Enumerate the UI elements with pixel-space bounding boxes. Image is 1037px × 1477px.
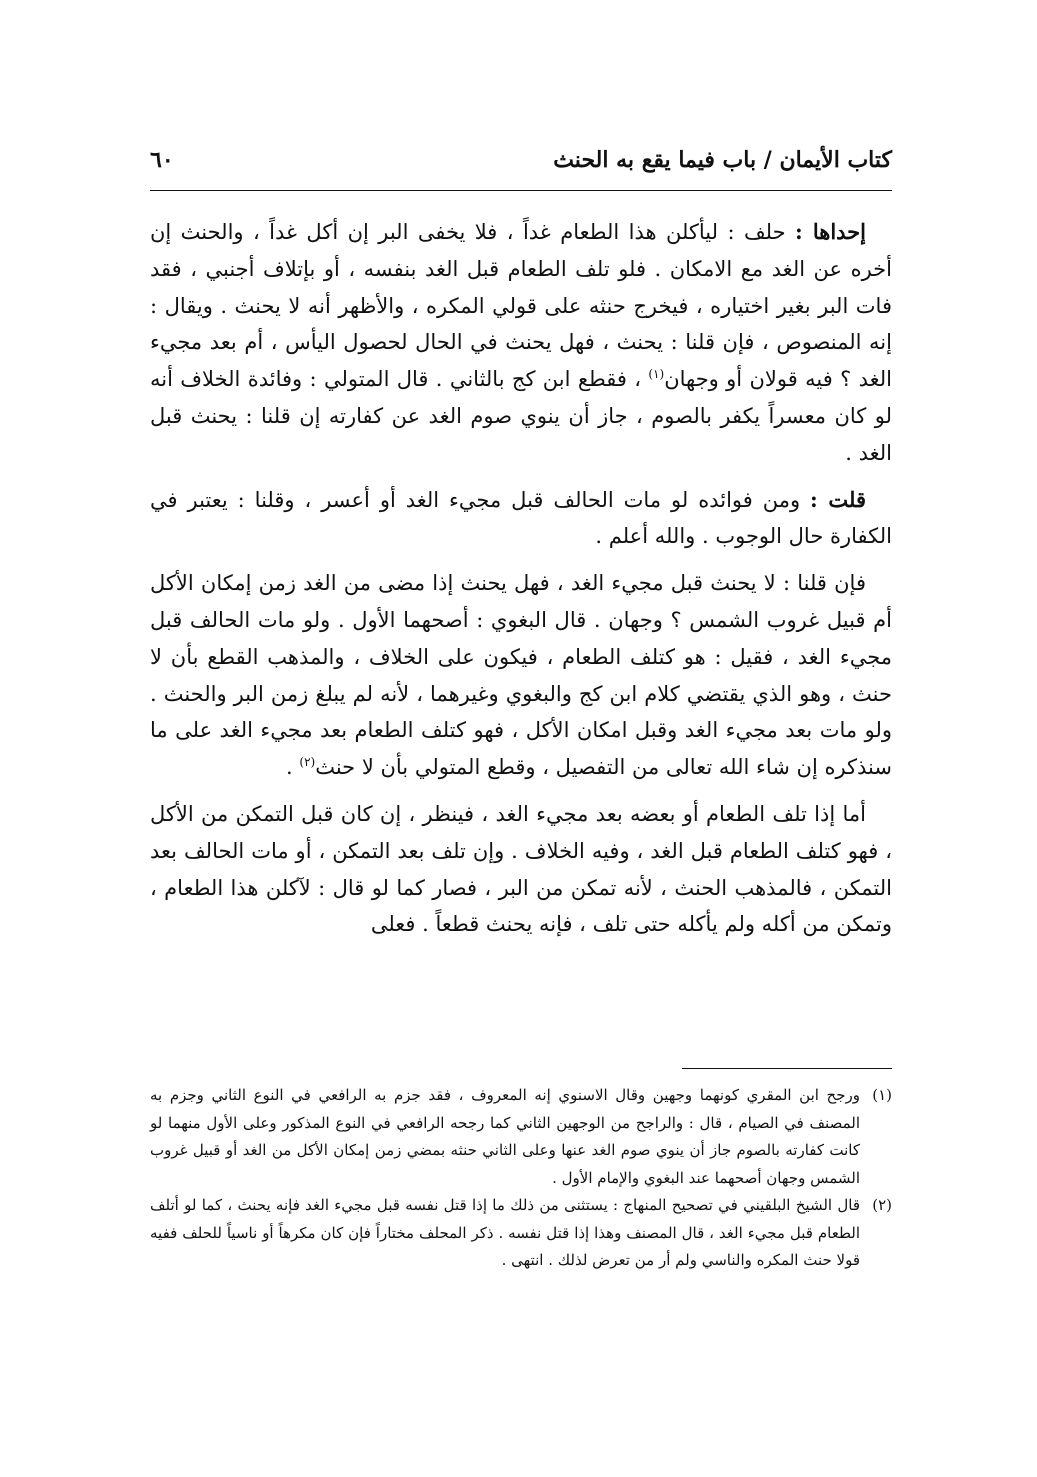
chapter-title: كتاب الأيمان / باب فيما يقع به الحنث: [553, 147, 892, 173]
paragraph-text: حلف : ليأكلن هذا الطعام غداً ، فلا يخفى البر إن أكل غداً ، والحنث إن أخره عن الغد مع الامكان . فلو تلف الطعام قبل الغد بنفسه ، أو بإتلاف أجنبي ، فقد فات البر بغير اختياره ، فيخرج حنثه على قولي المكره ، والأظهر أنه لا يحنث . ويقال : إنه المنصوص ، فإن قلنا : يحنث ، فهل يحنث في الحال لحصول اليأس ، أم بعد مجيء الغد ؟ فيه قولان أو وجهان: [150, 220, 892, 392]
footnote-number: (٢): [872, 1196, 892, 1214]
footnote-2: [150, 1192, 892, 1275]
footnote-text: قال الشيخ البلقيني في تصحيح المنهاج : يستثنى من ذلك ما إذا قتل نفسه قبل مجيء الغد فإنه يحنث ، كما لو أتلف الطعام قبل مجيء الغد ، قال المصنف وهذا إذا قتل نفسه . ذكر المحلف مختاراً فإن كان مكرهاً أو ناسياً للحلف ففيه قولا حنث المكره والناسي ولم أر من تعرض لذلك . انتهى .: [150, 1196, 860, 1269]
book-page: [150, 130, 892, 1370]
running-header: [150, 130, 892, 191]
footnote-number: (١): [872, 1086, 892, 1104]
footnote-text: ورجح ابن المقري كونهما وجهين وقال الاسنوي إنه المعروف ، فقد جزم به الرافعي في النوع الثاني وجزم به المصنف في الصيام ، قال : والراجح من الوجهين الثاني كما رجحه الرافعي في النوع المذكور وعلى الأول منهما لو كانت كفارته بالصوم جاز أن ينوي صوم الغد عنها وعلى الثاني حنثه بمضي زمن إمكان الأكل من الغد أو قبيل غروب الشمس وجهان أصحهما عند البغوي والإمام الأول .: [150, 1086, 860, 1187]
paragraph-text: أما إذا تلف الطعام أو بعضه بعد مجيء الغد ، فينظر ، إن كان قبل التمكن من الأكل ، فهو كتلف الطعام قبل الغد ، وفيه الخلاف . وإن تلف بعد التمكن ، أو مات الحالف بعد التمكن ، فالمذهب الحنث ، لأنه تمكن من البر ، فصار كما لو قال : لآكلن هذا الطعام ، وتمكن من أكله ولم يأكله حتى تلف ، فإنه يحنث قطعاً . فعلى: [150, 801, 892, 937]
paragraph-lead: إحداها :: [795, 219, 866, 244]
paragraph-text-continued: ، فقطع ابن كج بالثاني . قال المتولي : وفائدة الخلاف أنه لو كان معسراً يكفر بالصوم ، جاز أن ينوي صوم الغد عن كفارته إن قلنا : يحنث قبل الغد .: [150, 367, 892, 465]
footnote-1: [150, 1082, 892, 1192]
footnotes: [150, 1082, 892, 1275]
paragraph-2: [150, 482, 892, 556]
footnote-divider: [682, 1068, 892, 1069]
paragraph-3: [150, 565, 892, 786]
paragraph-1: [150, 214, 892, 472]
footnote-ref-1[interactable]: (١): [648, 367, 665, 382]
paragraph-text-continued: .: [286, 755, 300, 780]
page-number: ٦٠: [150, 147, 174, 173]
paragraph-lead: قلت :: [810, 486, 866, 512]
paragraph-text: فإن قلنا : لا يحنث قبل مجيء الغد ، فهل يحنث إذا مضى من الغد زمن إمكان الأكل أم قبيل غروب الشمس ؟ وجهان . قال البغوي : أصحهما الأول . ولو مات الحالف قبل مجيء الغد ، فقيل : هو كتلف الطعام ، فيكون على الخلاف ، والمذهب القطع بأن لا حنث ، وهو الذي يقتضي كلام ابن كج والبغوي وغيرهما ، لأنه لم يبلغ زمن البر والحنث . ولو مات بعد مجيء الغد وقبل امكان الأكل ، فهو كتلف الطعام بعد مجيء الغد على ما سنذكره إن شاء الله تعالى من التفصيل ، وقطع المتولي بأن لا حنث: [150, 571, 892, 780]
paragraph-text: ومن فوائده لو مات الحالف قبل مجيء الغد أو أعسر ، وقلنا : يعتبر في الكفارة حال الوجوب . والله أعلم .: [150, 487, 892, 549]
paragraph-4: [150, 796, 892, 943]
footnote-ref-2[interactable]: (٢): [299, 755, 316, 770]
main-text: [150, 214, 892, 953]
